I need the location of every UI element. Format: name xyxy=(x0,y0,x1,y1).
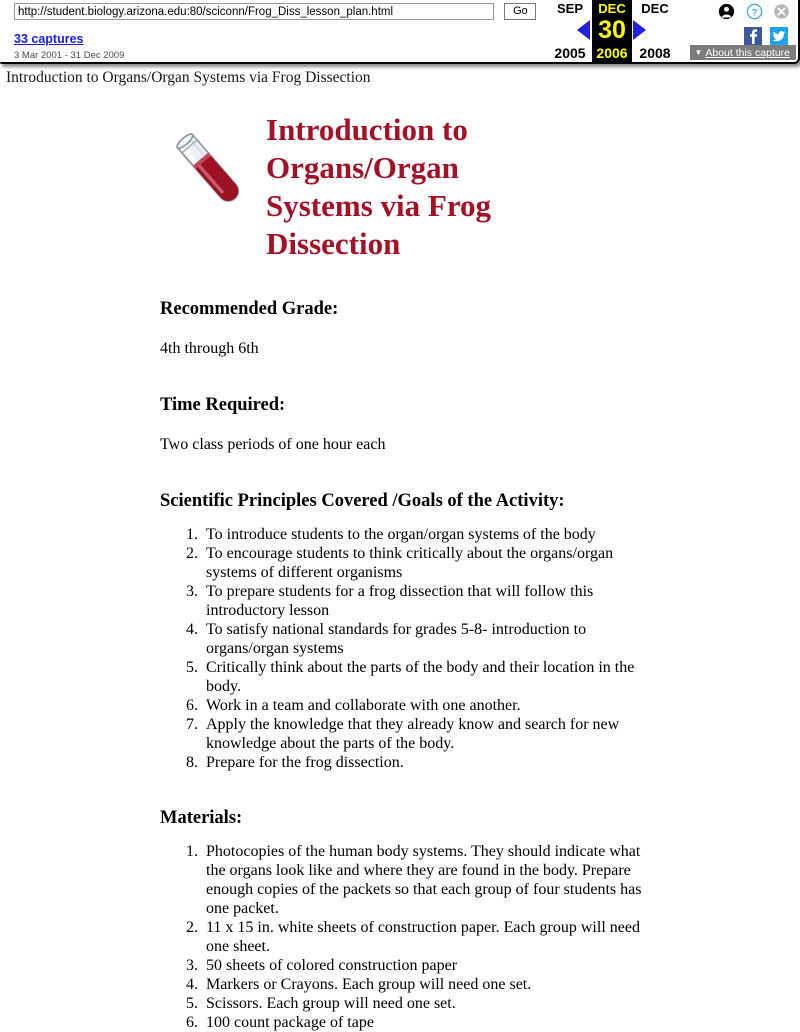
capture-date-navigator xyxy=(548,0,690,64)
list-item: 6. Work in a team and collaborate with one another. xyxy=(202,696,660,715)
recommended-grade-heading: Recommended Grade: xyxy=(160,299,339,319)
url-input[interactable] xyxy=(14,3,494,20)
list-item: 2. To encourage students to think critically about the organs/organ systems of different organisms xyxy=(202,544,660,582)
list-item: 2. 11 x 15 in. white sheets of construction paper. Each group will need one sheet. xyxy=(202,918,660,956)
captures-info xyxy=(14,30,124,61)
social-share-group xyxy=(740,27,788,45)
about-this-capture-button[interactable] xyxy=(690,45,796,60)
page-body xyxy=(0,69,800,1032)
list-item: 6. 100 count package of tape xyxy=(202,1013,660,1032)
next-capture-year: 2008 xyxy=(639,45,671,61)
list-item: 3. To prepare students for a frog dissection that will follow this introductory lesson xyxy=(202,582,660,620)
close-icon[interactable] xyxy=(773,3,790,25)
test-tube-icon xyxy=(160,127,266,228)
time-required-heading: Time Required: xyxy=(160,395,286,415)
toolbar-icon-group xyxy=(712,3,790,25)
title-block xyxy=(0,109,800,263)
breadcrumb: Introduction to Organs/Organ Systems via Frog Dissection xyxy=(6,69,371,86)
previous-capture-arrow-icon[interactable] xyxy=(577,20,590,40)
list-item: 5. Scissors. Each group will need one set. xyxy=(202,994,660,1013)
twitter-share-icon[interactable] xyxy=(770,27,788,45)
list-item: 1. To introduce students to the organ/organ systems of the body xyxy=(202,525,660,544)
list-item: 8. Prepare for the frog dissection. xyxy=(202,753,660,772)
list-item: 4. Markers or Crayons. Each group will need one set. xyxy=(202,975,660,994)
list-item: 7. Apply the knowledge that they already know and search for new knowledge about the parts of the body. xyxy=(202,715,660,753)
list-item: 4. To satisfy national standards for grades 5-8- introduction to organs/organ systems xyxy=(202,620,660,658)
wayback-toolbar xyxy=(0,0,800,64)
list-item: 1. Photocopies of the human body systems. They should indicate what the organs look like and where they are found in the body. Prepare enough copies of the packets so that each group of four students has one packet. xyxy=(202,842,660,918)
url-bar-row xyxy=(14,3,536,21)
captures-count-link[interactable]: 33 captures xyxy=(14,32,84,46)
lesson-content xyxy=(160,297,660,1032)
next-capture-month: DEC xyxy=(641,1,669,16)
list-item: 3. 50 sheets of colored construction paper xyxy=(202,956,660,975)
user-account-icon[interactable] xyxy=(718,3,735,25)
current-capture-year: 2006 xyxy=(596,45,628,61)
current-capture-month: DEC xyxy=(598,1,626,16)
current-capture-day: 30 xyxy=(598,16,626,44)
scientific-principles-list xyxy=(160,525,660,772)
previous-capture-year: 2005 xyxy=(554,45,586,61)
about-this-capture-label: About this capture xyxy=(705,47,790,59)
previous-capture-month: SEP xyxy=(556,1,583,16)
list-item: 5. Critically think about the parts of the body and their location in the body. xyxy=(202,658,660,696)
previous-capture-column[interactable] xyxy=(548,0,592,64)
materials-list xyxy=(160,842,660,1032)
recommended-grade-text: 4th through 6th xyxy=(160,340,259,357)
time-required-text: Two class periods of one hour each xyxy=(160,436,386,453)
materials-heading: Materials: xyxy=(160,808,243,828)
captures-date-range: 3 Mar 2001 - 31 Dec 2009 xyxy=(14,49,125,61)
facebook-share-icon[interactable] xyxy=(744,27,762,45)
next-capture-arrow-icon[interactable] xyxy=(633,20,646,40)
go-button[interactable]: Go xyxy=(504,3,536,20)
help-icon[interactable] xyxy=(746,3,763,25)
current-capture-column xyxy=(592,0,632,64)
scientific-principles-heading: Scientific Principles Covered /Goals of the Activity: xyxy=(160,491,565,511)
chevron-down-icon: ▼ xyxy=(694,48,703,57)
page-title: Introduction to Organs/Organ Systems via Frog Dissection xyxy=(266,112,492,261)
next-capture-column[interactable] xyxy=(632,0,678,64)
svg-text:?: ? xyxy=(751,7,757,18)
